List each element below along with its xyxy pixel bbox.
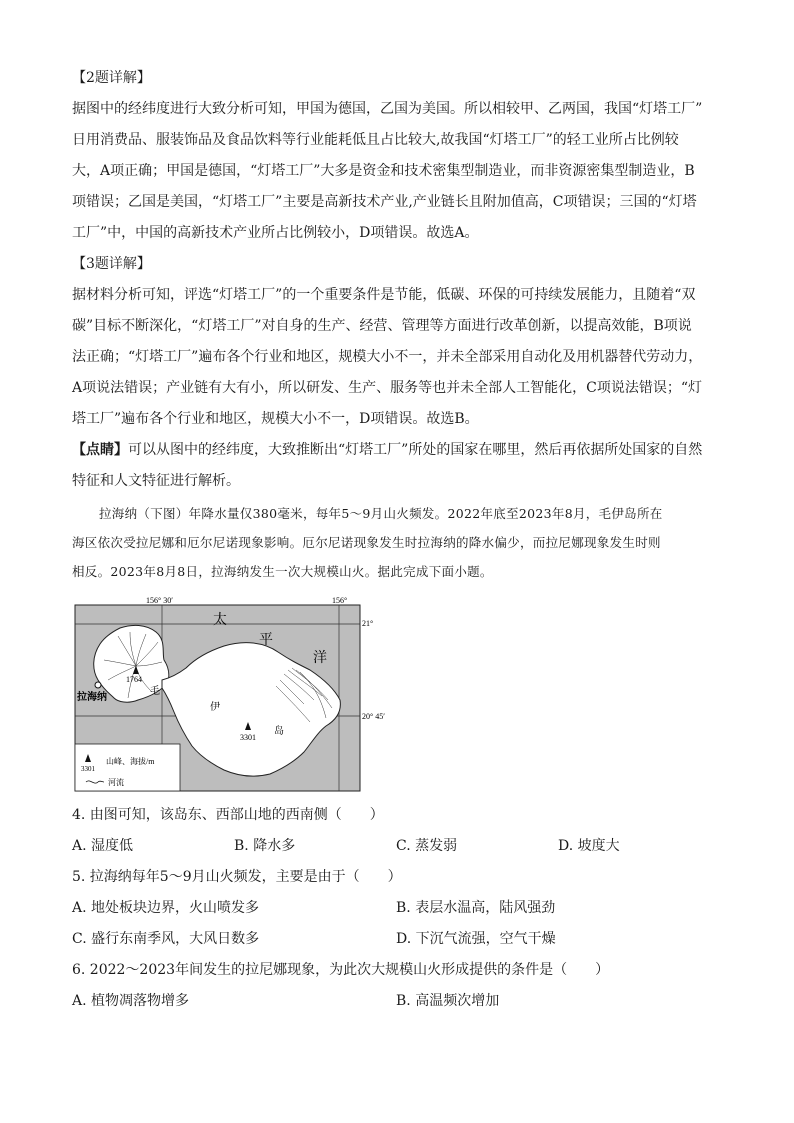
q6-option-a[interactable]: A. 植物凋落物增多 bbox=[72, 993, 190, 1009]
q3-line-1: 据材料分析可知，评选“灯塔工厂”的一个重要条件是节能，低碳、环保的可持续发展能力，且随着“双 bbox=[72, 287, 696, 303]
tip-text-2: 特征和人文特征进行解析。 bbox=[72, 473, 240, 489]
ocean-label-1: 太 bbox=[213, 613, 227, 628]
q5-option-c[interactable]: C. 盛行东南季风，大风日数多 bbox=[72, 931, 260, 947]
island-label-3: 岛 bbox=[274, 726, 284, 737]
peak-east-label: 3301 bbox=[240, 733, 256, 742]
lat-label-top: 21° bbox=[362, 619, 374, 628]
q3-line-3: 法正确；“灯塔工厂”遍布各个行业和地区，规模大小不一，并未全部采用自动化及用机器替代劳动力， bbox=[72, 349, 703, 365]
peak-west-label: 1764 bbox=[126, 675, 142, 684]
q3-line-2: 碳”目标不断深化，“灯塔工厂”对自身的生产、经营、管理等方面进行改革创新，以提高效能，B项说 bbox=[72, 318, 692, 334]
legend-peak-value: 3301 bbox=[81, 765, 95, 773]
q6-option-b[interactable]: B. 高温频次增加 bbox=[396, 993, 500, 1009]
lahaina-marker bbox=[95, 682, 101, 688]
q3-line-4: A项说法错误；产业链有大有小，所以研发、生产、服务等也并未全部人工智能化，C项说法错误；“灯 bbox=[72, 380, 702, 396]
lat-label-bottom: 20° 45′ bbox=[362, 712, 385, 721]
q5-option-a[interactable]: A. 地处板块边界，火山喷发多 bbox=[72, 900, 260, 916]
lon-label-right: 156° bbox=[332, 596, 348, 605]
q2-heading: 【2题详解】 bbox=[72, 70, 151, 86]
material-line-3: 相反。2023年8月8日，拉海纳发生一次大规模山火。据此完成下面小题。 bbox=[72, 564, 493, 579]
legend-river-label: 河流 bbox=[108, 778, 124, 787]
q4-option-b[interactable]: B. 降水多 bbox=[234, 838, 296, 854]
q4-option-a[interactable]: A. 湿度低 bbox=[72, 838, 134, 854]
lahaina-label: 拉海纳 bbox=[77, 692, 107, 703]
q5-option-b[interactable]: B. 表层水温高，陆风强劲 bbox=[396, 900, 556, 916]
q2-line-1: 据图中的经纬度进行大致分析可知，甲国为德国，乙国为美国。所以相较甲、乙两国，我国“灯塔工厂” bbox=[72, 101, 703, 117]
q3-heading: 【3题详解】 bbox=[72, 256, 151, 272]
question-4-stem: 4. 由图可知，该岛东、西部山地的西南侧（ ） bbox=[72, 807, 384, 823]
q5-option-d[interactable]: D. 下沉气流强，空气干燥 bbox=[396, 931, 556, 947]
q4-option-c[interactable]: C. 蒸发弱 bbox=[396, 838, 458, 854]
question-6-stem: 6. 2022～2023年间发生的拉尼娜现象，为此次大规模山火形成提供的条件是（ ） bbox=[72, 962, 610, 978]
q4-option-d[interactable]: D. 坡度大 bbox=[558, 838, 620, 854]
tip-text-1: 可以从图中的经纬度，大致推断出“灯塔工厂”所处的国家在哪里，然后再依据所处国家的自然 bbox=[128, 442, 703, 458]
tip-paragraph-line-1 bbox=[72, 435, 722, 466]
material-line-1: 拉海纳（下图）年降水量仅380毫米，每年5～9月山火频发。2022年底至2023年8月，毛伊岛所在 bbox=[99, 506, 663, 521]
q2-line-2: 日用消费品、服装饰品及食品饮料等行业能耗低且占比较大,故我国“灯塔工厂”的轻工业所占比例较 bbox=[72, 132, 679, 148]
question-5-stem: 5. 拉海纳每年5～9月山火频发，主要是由于（ ） bbox=[72, 869, 402, 885]
tip-label: 【点睛】 bbox=[72, 442, 128, 458]
q2-line-3: 大，A项正确；甲国是德国，“灯塔工厂”大多是资金和技术密集型制造业，而非资源密集型制造业，B bbox=[72, 163, 695, 179]
maui-map bbox=[74, 596, 396, 796]
legend-peak-label: 山峰、海拔/m bbox=[106, 757, 155, 766]
lon-label-left: 156° 30′ bbox=[146, 596, 173, 605]
q2-line-4: 项错误；乙国是美国，“灯塔工厂”主要是高新技术产业,产业链长且附加值高，C项错误；三国的“灯塔 bbox=[72, 194, 697, 210]
island-label-1: 毛 bbox=[150, 686, 160, 697]
material-line-2: 海区依次受拉尼娜和厄尔尼诺现象影响。厄尔尼诺现象发生时拉海纳的降水偏少，而拉尼娜现象发生时则 bbox=[72, 535, 661, 550]
ocean-label-3: 洋 bbox=[313, 651, 327, 666]
island-label-2: 伊 bbox=[210, 702, 220, 713]
q2-line-5: 工厂”中，中国的高新技术产业所占比例较小，D项错误。故选A。 bbox=[72, 225, 479, 241]
ocean-label-2: 平 bbox=[259, 633, 273, 648]
q3-line-5: 塔工厂”遍布各个行业和地区，规模大小不一，D项错误。故选B。 bbox=[72, 411, 479, 427]
